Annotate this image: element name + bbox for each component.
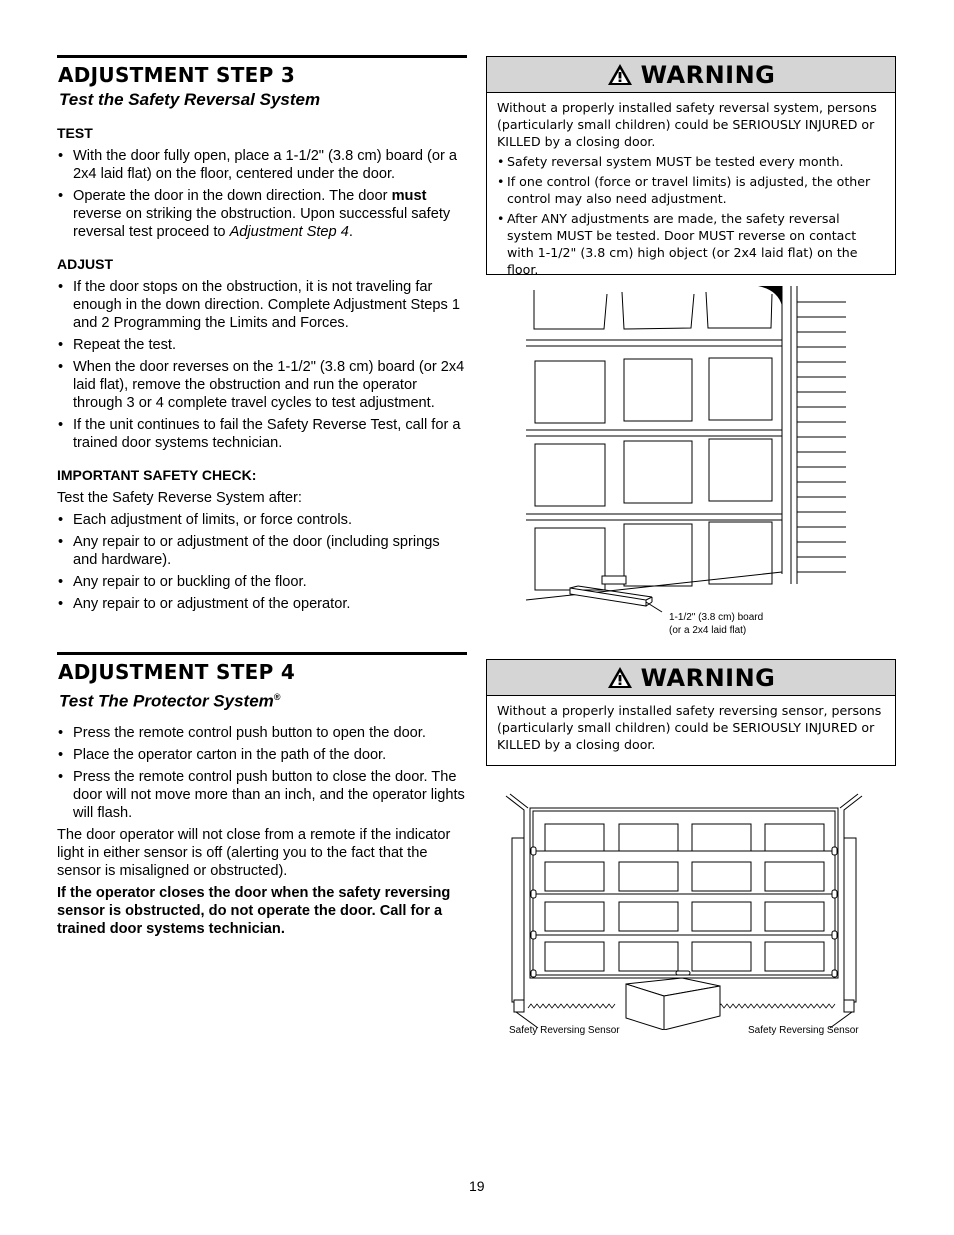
- list-item: • Any repair to or adjustment of the door (including springs and hardware).: [57, 533, 467, 569]
- warning-body: [487, 93, 895, 289]
- list-item: • Place the operator carton in the path of the door.: [57, 746, 467, 764]
- step4-list: [57, 724, 467, 822]
- warning-title: WARNING: [640, 60, 776, 89]
- warning-triangle-icon: [607, 63, 633, 86]
- adjust-heading: ADJUST: [57, 256, 114, 272]
- section-rule: [57, 652, 467, 655]
- test-heading: TEST: [57, 125, 93, 141]
- list-item: • Any repair to or adjustment of the operator.: [57, 595, 467, 613]
- list-item: • Operate the door in the down direction. The door must reverse on striking the obstruction. Upon successful safety reversal test proceed to Adjustment Step 4.: [57, 187, 467, 241]
- warning-header: [487, 57, 895, 93]
- list-item: • When the door reverses on the 1-1/2" (3.8 cm) board (or 2x4 laid flat), remove the obstruction and run the operator through 3 or 4 complete travel cycles to test adjustment.: [57, 358, 467, 412]
- sensor-label-left: Safety Reversing Sensor: [509, 1025, 620, 1036]
- step3-subtitle: Test the Safety Reversal System: [59, 90, 321, 109]
- warning-box-1: [486, 56, 896, 275]
- step3-title: ADJUSTMENT STEP 3: [58, 63, 296, 87]
- list-item: • If the unit continues to fail the Safety Reverse Test, call for a trained door systems technician.: [57, 416, 467, 452]
- warning-header: [487, 660, 895, 696]
- step4-title: ADJUSTMENT STEP 4: [58, 660, 296, 684]
- sensor-label-right: Safety Reversing Sensor: [748, 1025, 859, 1036]
- list-item: • If one control (force or travel limits) is adjusted, the other control may also need adjustment.: [497, 173, 885, 207]
- safety-check-heading: IMPORTANT SAFETY CHECK:: [57, 467, 257, 483]
- door-board-illustration: [486, 284, 856, 616]
- step4-subtitle: Test The Protector System®: [59, 691, 281, 711]
- step4-bold-paragraph: If the operator closes the door when the safety reversing sensor is obstructed, do not operate the door. Call for a trained door systems technician.: [57, 884, 451, 937]
- list-item: • Press the remote control push button to close the door. The door will not move more than an inch, and the operator lights will flash.: [57, 768, 467, 822]
- page-number: 19: [469, 1178, 485, 1194]
- warning-text: Without a properly installed safety reversal system, persons (particularly small children) could be SERIOUSLY INJURED or KILLED by a closing door.: [497, 100, 877, 149]
- board-caption: 1-1/2" (3.8 cm) board (or a 2x4 laid flat): [669, 612, 764, 636]
- section-rule: [57, 55, 467, 58]
- list-item: • Any repair to or buckling of the floor.: [57, 573, 467, 591]
- section-step3: [57, 55, 467, 613]
- list-item: • Repeat the test.: [57, 336, 467, 354]
- step4-paragraph: The door operator will not close from a remote if the indicator light in either sensor is off (alerting you to the fact that the sensor is misaligned or obstructed).: [57, 826, 451, 879]
- warning-body: [487, 696, 895, 764]
- list-item: • Each adjustment of limits, or force controls.: [57, 511, 467, 529]
- adjust-list: [57, 278, 467, 452]
- warning-box-2: [486, 659, 896, 766]
- warning-title: WARNING: [640, 663, 776, 692]
- left-column: [57, 55, 467, 617]
- list-item: • After ANY adjustments are made, the safety reversal system MUST be tested. Door MUST reverse on contact with 1-1/2" (3.8 cm) high object (or 2x4 laid flat) on the floor.: [497, 210, 885, 278]
- list-item: • If the door stops on the obstruction, it is not traveling far enough in the down direction. Complete Adjustment Steps 1 and 2 Programming the Limits and Forces.: [57, 278, 467, 332]
- section-step4: [57, 652, 467, 942]
- protector-system-illustration: [486, 790, 886, 1030]
- warning-triangle-icon: [607, 666, 633, 689]
- safety-check-list: [57, 511, 467, 613]
- warning-list: [497, 153, 885, 278]
- list-item: • Press the remote control push button to open the door.: [57, 724, 467, 742]
- warning-text: Without a properly installed safety reversing sensor, persons (particularly small children) could be SERIOUSLY INJURED or KILLED by a closing door.: [497, 703, 882, 752]
- safety-check-intro: Test the Safety Reverse System after:: [57, 490, 302, 506]
- list-item: • With the door fully open, place a 1-1/2" (3.8 cm) board (or a 2x4 laid flat) on the floor, centered under the door.: [57, 147, 467, 183]
- test-list: [57, 147, 467, 241]
- list-item: • Safety reversal system MUST be tested every month.: [497, 153, 885, 170]
